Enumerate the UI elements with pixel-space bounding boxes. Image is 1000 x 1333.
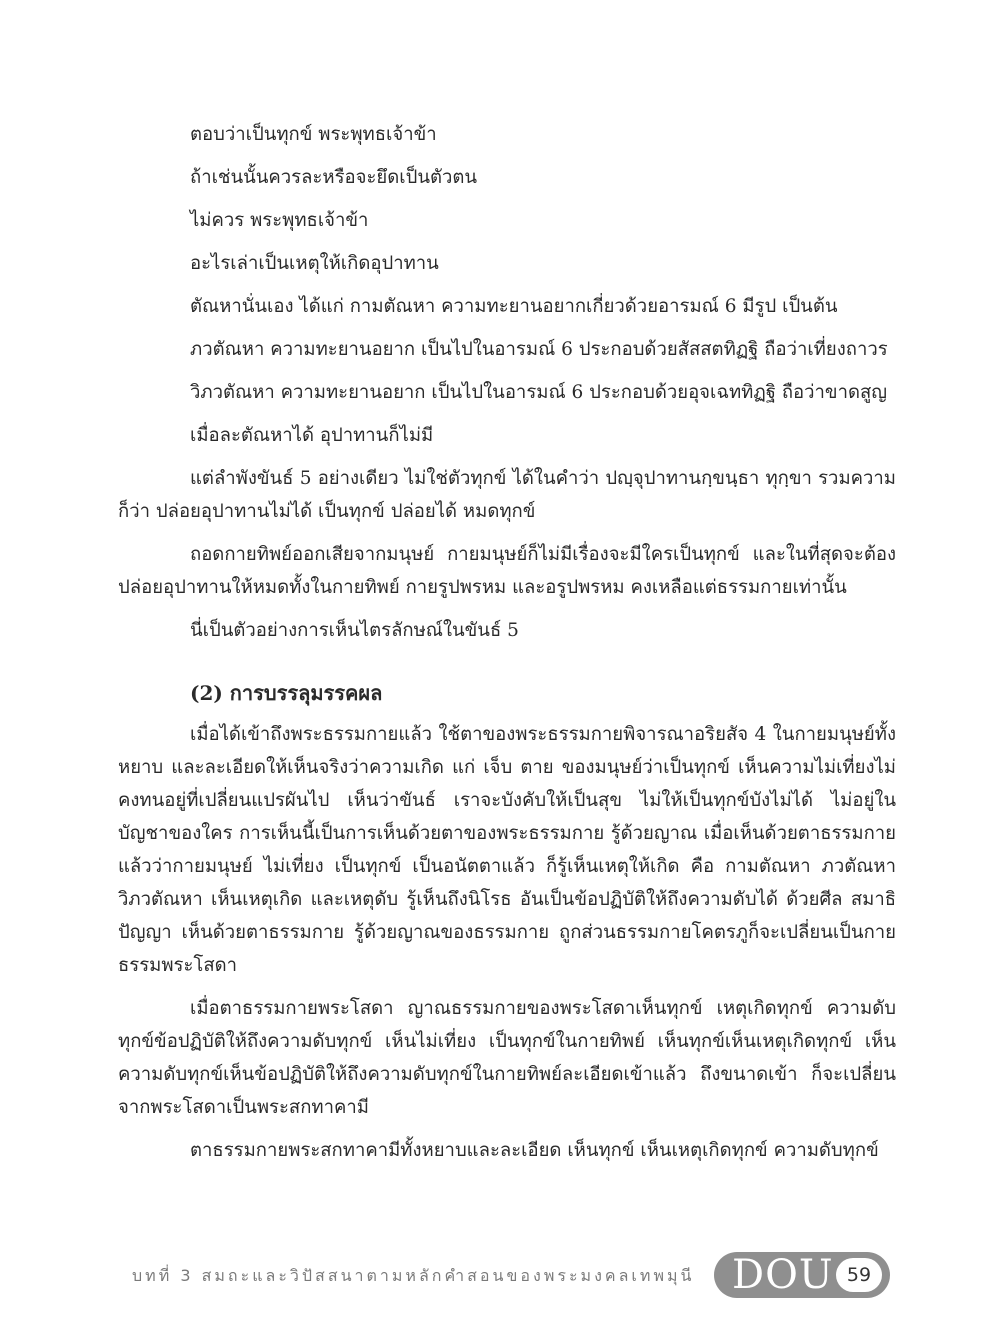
text-line: ภวตัณหา ความทะยานอยาก เป็นไปในอารมณ์ 6 ประกอบด้วยสัสสตทิฏฐิ ถือว่าเที่ยงถาวร — [190, 339, 888, 360]
text-line: ตัณหานั่นเอง ได้แก่ กามตัณหา ความทะยานอยากเกี่ยวด้วยอารมณ์ 6 มีรูป เป็นต้น — [190, 296, 838, 317]
page-body — [118, 118, 896, 1177]
section-heading: (2) การบรรลุมรรคผล — [190, 681, 383, 705]
page-footer — [0, 1252, 1000, 1302]
paragraph: แต่ลำพังขันธ์ 5 อย่างเดียว ไม่ใช่ตัวทุกข์ ได้ในคำว่า ปญฺจุปาทานกฺขนฺธา ทุกฺขา รวมความก็ว่า ปล่อยอุปาทานไม่ได้ เป็นทุกข์ ปล่อยได้ หมดทุกข์ — [118, 468, 896, 522]
paragraph: นี่เป็นตัวอย่างการเห็นไตรลักษณ์ในขันธ์ 5 — [190, 620, 519, 641]
paragraph: ตาธรรมกายพระสกทาคามีทั้งหยาบและละเอียด เห็นทุกข์ เห็นเหตุเกิดทุกข์ ความดับทุกข์ — [190, 1140, 879, 1161]
page-number: 59 — [836, 1258, 882, 1292]
text-line: อะไรเล่าเป็นเหตุให้เกิดอุปาทาน — [190, 253, 439, 274]
text-line: ไม่ควร พระพุทธเจ้าข้า — [190, 210, 369, 231]
text-line: ตอบว่าเป็นทุกข์ พระพุทธเจ้าข้า — [190, 124, 437, 145]
dou-badge — [714, 1252, 890, 1298]
paragraph: เมื่อได้เข้าถึงพระธรรมกายแล้ว ใช้ตาของพระธรรมกายพิจารณาอริยสัจ 4 ในกายมนุษย์ทั้งหยาบ และละเอียดให้เห็นจริงว่าความเกิด แก่ เจ็บ ตาย ของมนุษย์ว่าเป็นทุกข์ เห็นความไม่เที่ยงไม่คงทนอยู่ที่เปลี่ยนแปรผันไป เห็นว่าขันธ์ เราจะบังคับให้เป็นสุข ไม่ให้เป็นทุกข์บังไม่ได้ ไม่อยู่ในบัญชาของใคร การเห็นนี้เป็นการเห็นด้วยตาของพระธรรมกาย รู้ด้วยญาณ เมื่อเห็นด้วยตาธรรมกายแล้วว่ากายมนุษย์ ไม่เที่ยง เป็นทุกข์ เป็นอนัตตาแล้ว ก็รู้เห็นเหตุให้เกิด คือ กามตัณหา ภวตัณหา วิภวตัณหา เห็นเหตุเกิด และเหตุดับ รู้เห็นถึงนิโรธ อันเป็นข้อปฏิบัติให้ถึงความดับได้ ด้วยศีล สมาธิ ปัญญา เห็นด้วยตาธรรมกาย รู้ด้วยญาณของธรรมกาย ถูกส่วนธรรมกายโคตรภูก็จะเปลี่ยนเป็นกายธรรมพระโสดา — [118, 724, 896, 976]
text-line: ถ้าเช่นนั้นควรละหรือจะยึดเป็นตัวตน — [190, 167, 478, 188]
text-line: เมื่อละตัณหาได้ อุปาทานก็ไม่มี — [190, 425, 434, 446]
paragraph: เมื่อตาธรรมกายพระโสดา ญาณธรรมกายของพระโสดาเห็นทุกข์ เหตุเกิดทุกข์ ความดับทุกข์ข้อปฏิบัติให้ถึงความดับทุกข์ เห็นไม่เที่ยง เป็นทุกข์ในกายทิพย์ เห็นทุกข์เห็นเหตุเกิดทุกข์ เห็นความดับทุกข์เห็นข้อปฏิบัติให้ถึงความดับทุกข์ในกายทิพย์ละเอียดเข้าแล้ว ถึงขนาดเข้า ก็จะเปลี่ยนจากพระโสดาเป็นพระสกทาคามี — [118, 998, 896, 1118]
text-line: วิภวตัณหา ความทะยานอยาก เป็นไปในอารมณ์ 6 ประกอบด้วยอุจเฉททิฏฐิ ถือว่าขาดสูญ — [190, 382, 888, 403]
dou-logo: DOU — [732, 1252, 834, 1298]
paragraph: ถอดกายทิพย์ออกเสียจากมนุษย์ กายมนุษย์ก็ไม่มีเรื่องจะมีใครเป็นทุกข์ และในที่สุดจะต้องปล่อยอุปาทานให้หมดทั้งในกายทิพย์ กายรูปพรหม และอรูปพรหม คงเหลือแต่ธรรมกายเท่านั้น — [118, 544, 896, 598]
chapter-title: บทที่ 3 สมถะและวิปัสสนาตามหลักคำสอนของพระมงคลเทพมุนี — [132, 1266, 695, 1285]
